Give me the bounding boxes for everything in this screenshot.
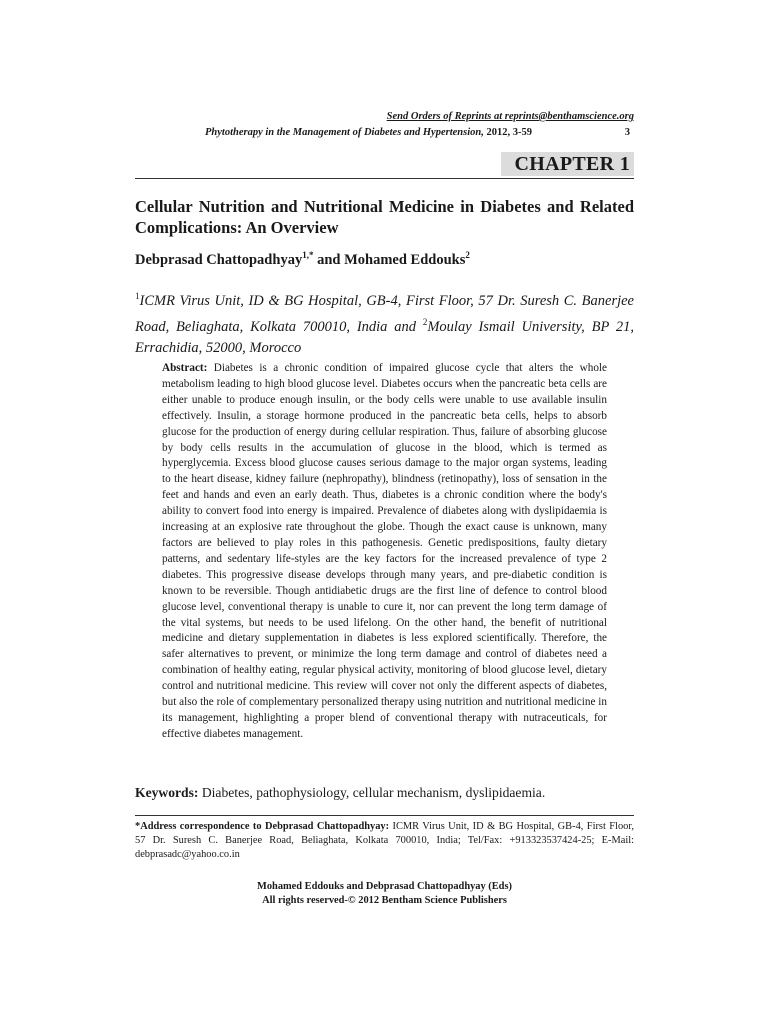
running-header: [205, 127, 634, 138]
chapter-divider: [135, 178, 634, 179]
author-connector: and: [313, 251, 345, 268]
chapter-title: Cellular Nutrition and Nutritional Medicine in Diabetes and Related Complications: An Overview: [135, 197, 634, 237]
footnote-text: ICMR Virus Unit, ID & BG Hospital, GB-4, First Floor, 57 Dr. Suresh C. Banerjee Road, Beliaghata, Kolkata 700010, India; Tel/Fax: +913323537424-25; E-Mail: debprasadc@yahoo.co.in: [135, 821, 634, 861]
affiliation-mark: 2: [422, 316, 428, 327]
rights-line: All rights reserved-© 2012 Bentham Science Publishers: [262, 895, 507, 906]
running-year-pages: 2012, 3-59: [483, 127, 532, 138]
footnote-label: *Address correspondence to Debprasad Chattopadhyay:: [135, 821, 390, 832]
author-affiliation-mark: 2: [465, 250, 470, 260]
affiliation: [135, 286, 634, 359]
correspondence-footnote: [135, 820, 634, 863]
keywords-label: Keywords:: [135, 785, 199, 800]
chapter-label: CHAPTER 1: [501, 152, 634, 176]
reprint-notice: Send Orders of Reprints at reprints@benthamscience.org: [386, 111, 634, 122]
publisher-block: [135, 880, 634, 908]
keywords-text: Diabetes, pathophysiology, cellular mechanism, dyslipidaemia.: [198, 785, 546, 800]
author-name: Mohamed Eddouks: [344, 251, 466, 268]
keywords: [135, 785, 634, 801]
affiliation-mark: 1: [135, 291, 140, 301]
page-number: 3: [624, 127, 630, 138]
abstract-label: Abstract:: [162, 362, 208, 374]
abstract-text: Diabetes is a chronic condition of impaired glucose cycle that alters the whole metabolism leading to high blood glucose level. Diabetes occurs when the pancreatic beta cells are either unable to produce enough insulin, or the body cells were unable to use available insulin effectively. Insulin, a storage hormone produced in the pancreatic beta cells, helps to absorb glucose for the production of energy during cellular respiration. Thus, failure of absorbing glucose by body cells results in the accumulation of glucose in the blood, which is termed as hyperglycemia. Excess blood glucose causes serious damage to the major organ systems, leading to the heart disease, kidney failure (nephropathy), blindness (retinopathy), loss of sensation in the feet and hands and even an early death. Thus, diabetes is a chronic condition where the body's ability to convert food into energy is impaired. Prevalence of diabetes along with dyslipidaemia is increasing at an explosive rate throughout the globe. Though the exact cause is unknown, many factors are believed to play roles in this pathogenesis. Genetic predispositions, faulty dietary patterns, and sedentary life-styles are the key factors for the increased prevalence of type 2 diabetes. This progressive disease develops through many years, and pre-diabetic condition is known to be reversible. Though antidiabetic drugs are the first line of defence to control blood glucose level, conventional therapy is unable to cure it, nor can prevent the long term damage of the vital systems, but needs to be used lifelong. On the other hand, the benefit of nutritional medicine and dietary supplementation in diabetes is less explored scientifically. Therefore, the safer alternatives to prevent, or minimize the long term damage and control of diabetes need a combination of healthy eating, regular physical activity, monitoring of blood glucose level, dietary control and nutritional medicine. This review will cover not only the different aspects of diabetes, but also the role of complementary personalized therapy using nutrition and nutritional medicine in its management, highlighting a proper blend of conventional therapy with nutraceuticals, for effective diabetes management.: [162, 362, 607, 740]
abstract: [162, 361, 607, 743]
author-name: Debprasad Chattopadhyay: [135, 251, 303, 268]
author-line: [135, 250, 470, 269]
affiliation-text: ICMR Virus Unit, ID & BG Hospital, GB-4, First Floor, 57 Dr. Suresh C. Banerjee Road, Beliaghata, Kolkata 700010, India and: [135, 292, 634, 335]
affiliation-text: Moulay Ismail University, BP 21, Errachidia, 52000, Morocco: [135, 318, 634, 356]
footnote-divider: [135, 815, 634, 816]
author-affiliation-mark: 1,*: [302, 250, 314, 260]
running-title: Phytotherapy in the Management of Diabetes and Hypertension,: [205, 127, 484, 138]
editors-line: Mohamed Eddouks and Debprasad Chattopadhyay (Eds): [257, 881, 512, 892]
